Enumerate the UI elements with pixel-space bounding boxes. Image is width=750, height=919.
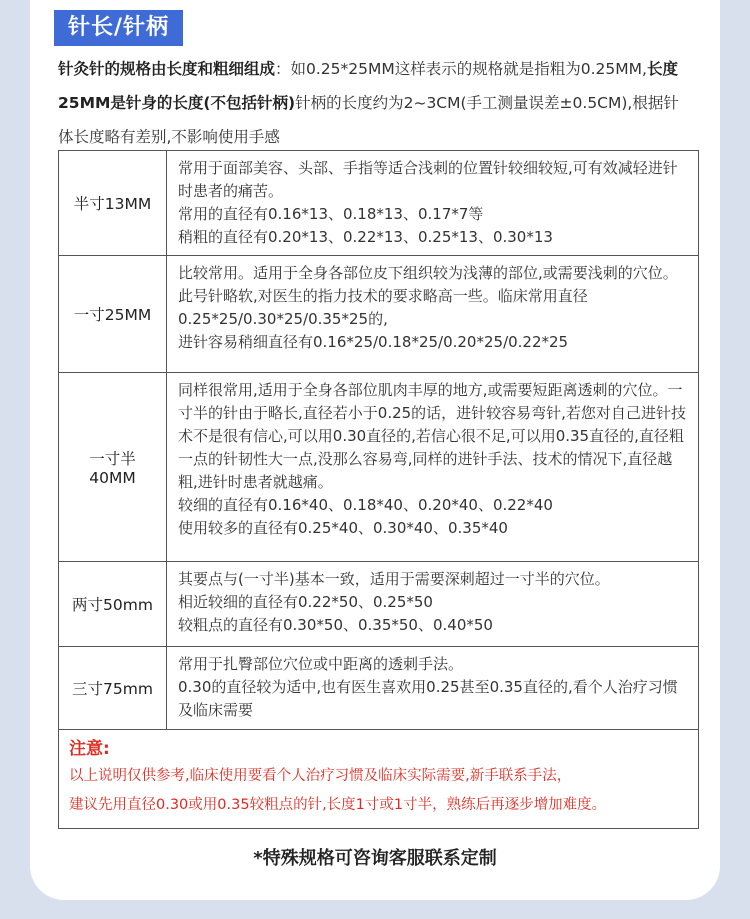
table-row-note xyxy=(59,730,699,829)
spec-description xyxy=(167,647,699,730)
section-title: 针长/针柄 xyxy=(54,10,183,46)
spec-label: 两寸50mm xyxy=(59,562,167,647)
desc-line: 同样很常用,适用于全身各部位肌肉丰厚的地方,或需要短距离透刺的穴位。一寸半的针由于略长,直径若小于0.25的话，进针较容易弯针,若您对自己进针技术不是很有信心,可以用0.30直径的,若信心很不足,可以用0.35直径的,直径粗一点的针韧性大一点,没那么容易弯,同样的进针手法、技术的情况下,直径越粗,进针时患者就越痛。 xyxy=(178,381,686,491)
spec-label-line2: 40MM xyxy=(89,469,136,487)
desc-line: 其要点与(一寸半)基本一致，适用于需要深刺超过一寸半的穴位。 xyxy=(178,570,610,588)
intro-bold-mid: 长度25MM是针身的长度(不包括针柄) xyxy=(58,60,678,112)
desc-line: 稍粗的直径有0.20*13、0.22*13、0.25*13、0.30*13 xyxy=(178,228,553,246)
spec-description xyxy=(167,373,699,562)
note-line: 以上说明仅供参考,临床使用要看个人治疗习惯及临床实际需要,新手联系手法， xyxy=(69,768,572,784)
spec-description xyxy=(167,562,699,647)
note-title: 注意: xyxy=(69,739,110,759)
footer-note: *特殊规格可咨询客服联系定制 xyxy=(253,848,497,869)
table-row xyxy=(59,647,699,730)
desc-line: 进针容易稍细直径有0.16*25/0.18*25/0.20*25/0.22*25 xyxy=(178,333,569,351)
intro-paragraph xyxy=(58,52,688,154)
desc-line: 较细的直径有0.16*40、0.18*40、0.20*40、0.22*40 xyxy=(178,496,553,514)
desc-line: 0.30的直径较为适中,也有医生喜欢用0.25甚至0.35直径的,看个人治疗习惯及临床需要 xyxy=(178,678,678,719)
spec-label: 一寸25MM xyxy=(59,256,167,373)
desc-line: 相近较细的直径有0.22*50、0.25*50 xyxy=(178,593,433,611)
intro-bold-lead: 针灸针的规格由长度和粗细组成 xyxy=(58,60,276,78)
desc-line: 常用于扎臀部位穴位或中距离的透刺手法。 xyxy=(178,655,464,673)
spec-label xyxy=(59,373,167,562)
spec-label-line1: 一寸半 xyxy=(89,450,136,468)
intro-part1: ：如0.25*25MM这样表示的规格就是指粗为0.25MM, xyxy=(275,60,647,78)
spec-label: 三寸75mm xyxy=(59,647,167,730)
spec-table xyxy=(58,150,699,829)
table-row xyxy=(59,256,699,373)
table-row xyxy=(59,562,699,647)
note-line: 建议先用直径0.30或用0.35较粗点的针,长度1寸或1寸半，熟练后再逐步增加难度。 xyxy=(69,797,607,813)
spec-label: 半寸13MM xyxy=(59,151,167,256)
table-row xyxy=(59,373,699,562)
desc-line: 较粗点的直径有0.30*50、0.35*50、0.40*50 xyxy=(178,616,493,634)
desc-line: 使用较多的直径有0.25*40、0.30*40、0.35*40 xyxy=(178,519,508,537)
spec-description xyxy=(167,256,699,373)
desc-line: 常用于面部美容、头部、手指等适合浅刺的位置针较细较短,可有效减轻进针时患者的痛苦。 xyxy=(178,159,678,200)
desc-line: 常用的直径有0.16*13、0.18*13、0.17*7等 xyxy=(178,205,484,223)
table-row xyxy=(59,151,699,256)
note-box xyxy=(59,730,699,829)
desc-line: 比较常用。适用于全身各部位皮下组织较为浅薄的部位,或需要浅刺的穴位。此号针略软,对医生的指力技术的要求略高一些。临床常用直径0.25*25/0.30*25/0.35*25的, xyxy=(178,264,678,328)
intro-part2: 针柄的长度约为2~3CM(手工测量误差±0.5CM),根据针体长度略有差别,不影响使用手感 xyxy=(58,94,679,146)
spec-description xyxy=(167,151,699,256)
